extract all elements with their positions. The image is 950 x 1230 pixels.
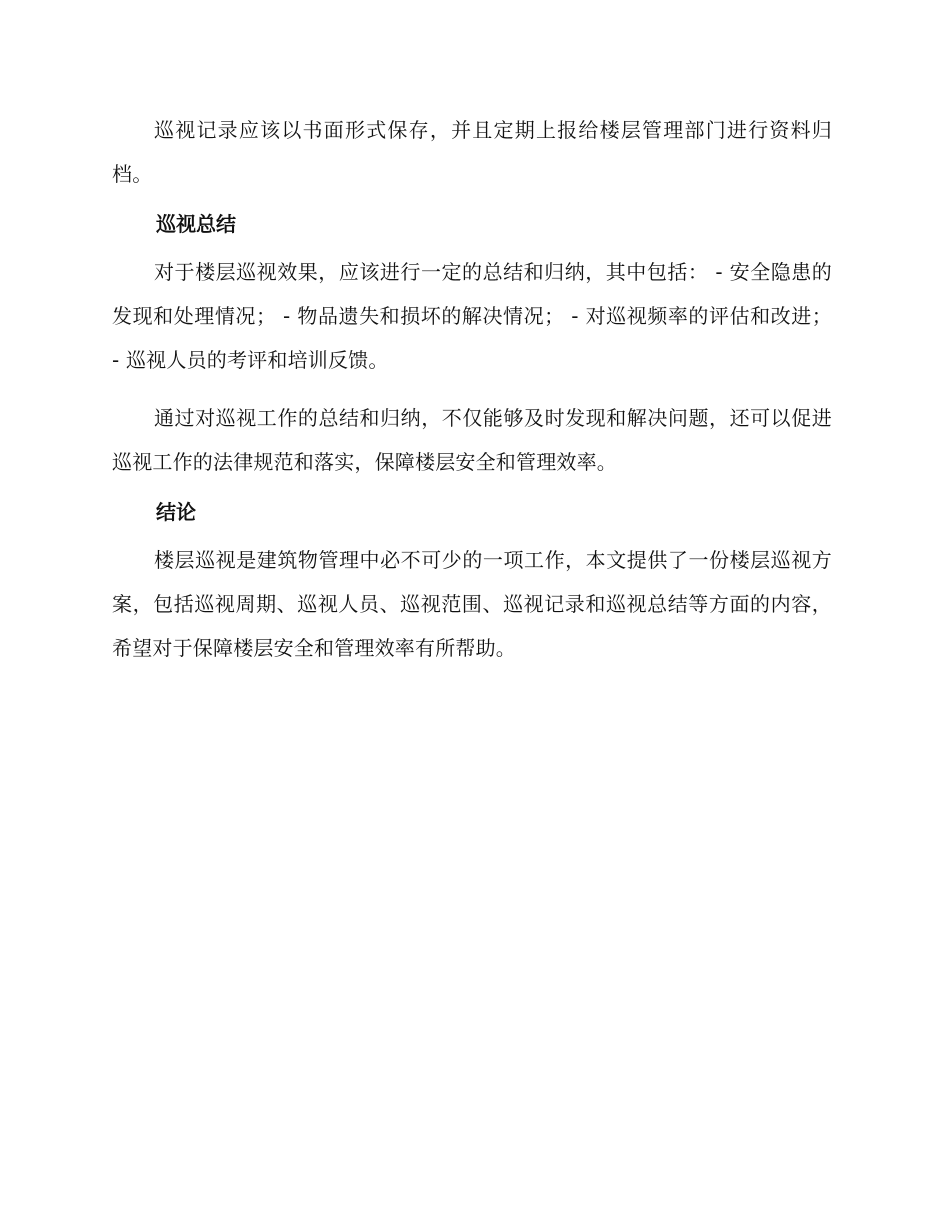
paragraph-summary-items: 对于楼层巡视效果，应该进行一定的总结和归纳，其中包括： - 安全隐患的发现和处理情况； - 物品遗失和损坏的解决情况； - 对巡视频率的评估和改进； - 巡视人员的考评和培训反馈。 [112,260,832,372]
document-page [112,108,832,670]
paragraph-record-archive: 巡视记录应该以书面形式保存，并且定期上报给楼层管理部门进行资料归档。 [112,118,832,186]
section-heading-summary: 巡视总结 [156,212,236,236]
paragraph-summary-benefit: 通过对巡视工作的总结和归纳，不仅能够及时发现和解决问题，还可以促进巡视工作的法律规范和落实，保障楼层安全和管理效率。 [112,406,832,474]
paragraph-conclusion: 楼层巡视是建筑物管理中必不可少的一项工作，本文提供了一份楼层巡视方案，包括巡视周期、巡视人员、巡视范围、巡视记录和巡视总结等方面的内容，希望对于保障楼层安全和管理效率有所帮助。 [112,548,832,660]
section-heading-conclusion: 结论 [156,500,196,524]
